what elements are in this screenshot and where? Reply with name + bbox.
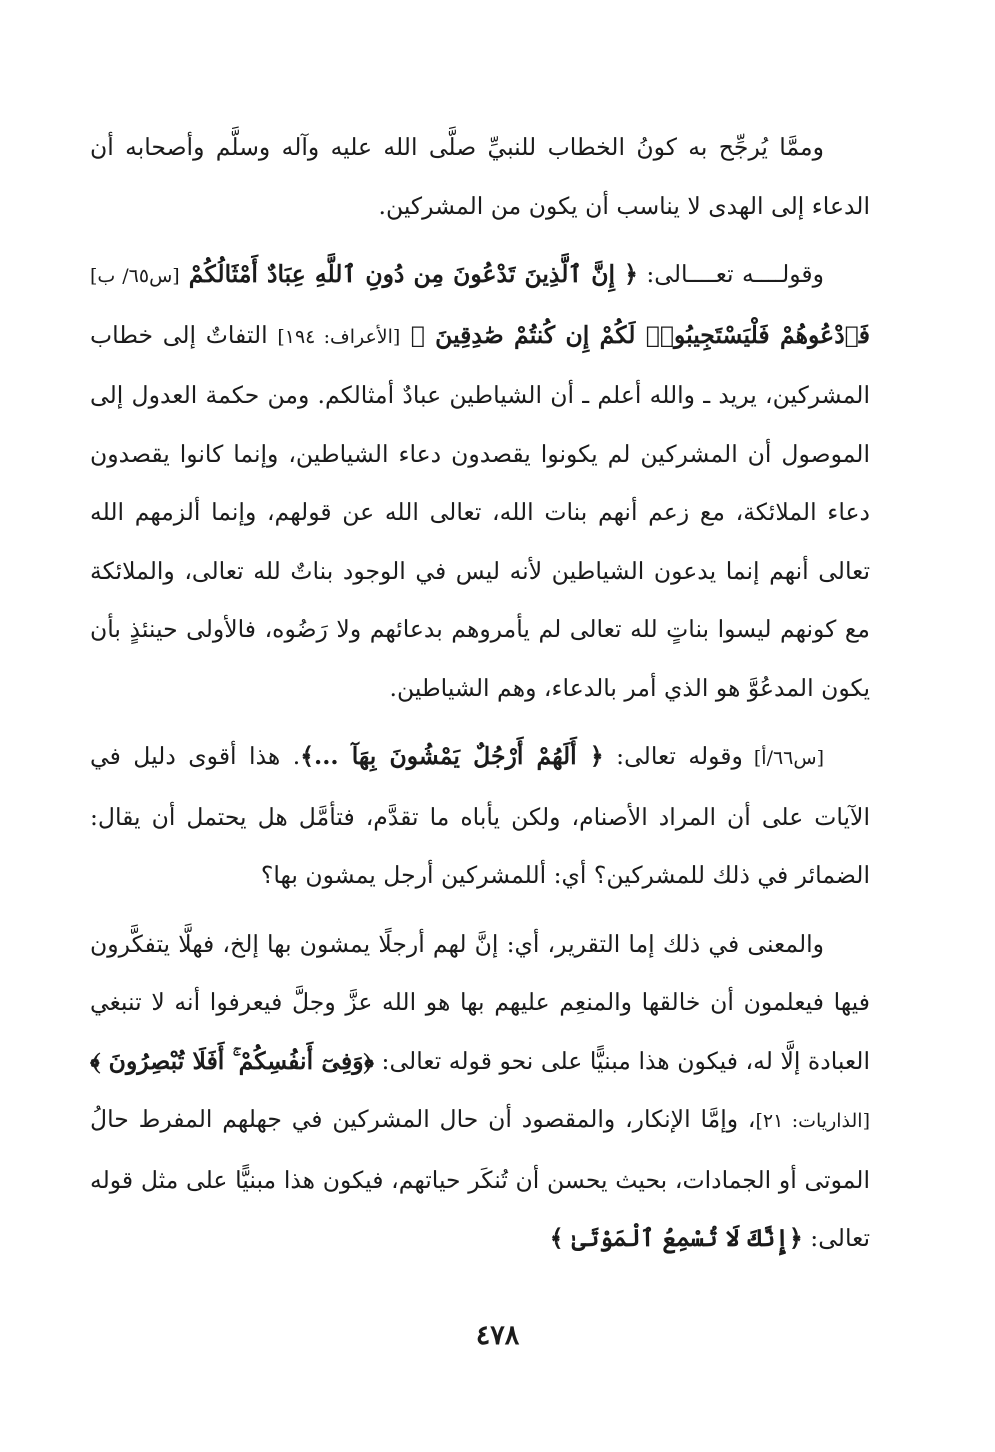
text-segment: التفاتٌ إلى خطاب المشركين، يريد ـ والله أعلم ـ أن الشياطين عبادٌ أمثالكم. ومن حكمة العدول إلى الموصول أن المشركين لم يكونوا يقصدون دعاء الشياطين، وإنما كانوا يقصدون دعاء الملائكة، مع زعم أنهم بنات الله، تعالى الله عن قولهم، وإنما ألزمهم الله تعالى أنهم إنما يدعون الشياطين لأنه ليس في الوجود بناتٌ لله تعالى، والملائكة مع كونهم ليسوا بناتٍ لله تعالى لم يأمروهم بدعائهم ولا رَضُوه، فالأولى حينئذٍ بأن يكون المدعُوَّ هو الذي أمر بالدعاء، وهم الشياطين.: [90, 320, 870, 702]
quran-verse: ﴿إِنَّكَ لَا تُسْمِعُ ٱلْمَوْتَىٰ ﴾: [549, 1224, 803, 1252]
text-segment: . هذا أقوى دليل في الآيات على أن المراد الأصنام، ولكن يأباه ما تقدَّم، فتأمَّل هل يحتمل أن يقال: الضمائر في ذلك للمشركين؟ أي: أللمشركين أرجل يمشون بها؟: [90, 742, 870, 889]
paragraph-3: [90, 727, 870, 905]
text-segment: وقولــــه تعــــالى:: [637, 260, 825, 288]
surah-citation: [الأعراف: ١٩٤]: [277, 325, 401, 348]
paragraph-4: [90, 915, 870, 1268]
surah-citation: [الذاريات: ٢١]: [755, 1110, 870, 1132]
manuscript-ref: [س٦٦/أ]: [742, 747, 824, 769]
quran-verse: ﴿وَفِىٓ أَنفُسِكُمْ ۚ أَفَلَا تُبْصِرُونَ ﴾: [90, 1046, 374, 1075]
text-segment: ، وإمَّا الإنكار، والمقصود أن حال المشركين في جهلهم المفرط حالُ الموتى أو الجمادات، بحيث يحسن أن تُنكَر حياتهم، فيكون هذا مبنيًّا على مثل قوله تعالى:: [90, 1105, 870, 1252]
manuscript-ref: [س٦٥/ ب]: [90, 265, 180, 287]
paragraph-1: [90, 118, 870, 235]
text-segment: والمعنى في ذلك إما التقرير، أي: إنَّ لهم أرجلًا يمشون بها إلخ، فهلَّا يتفكَّرون فيها فيعلمون أن خالقها والمنعِم عليهم بها هو الله عزَّ وجلَّ فيعرفوا أنه لا تنبغي العبادة إلَّا له، فيكون هذا مبنيًّا على نحو قوله تعالى:: [90, 929, 870, 1075]
page-body: [90, 118, 870, 1268]
text-segment: وقوله تعالى:: [603, 742, 743, 770]
text-segment: وممَّا يُرجِّح به كونُ الخطاب للنبيِّ صلَّى الله عليه وآله وسلَّم وأصحابه أن الدعاء إلى الهدى لا يناسب أن يكون من المشركين.: [90, 133, 870, 220]
page-number: ٤٧٨: [475, 1320, 520, 1351]
quran-verse: ﴿ أَلَهُمْ أَرْجُلٌ يَمْشُونَ بِهَآ ...﴾: [300, 742, 604, 770]
paragraph-2: [90, 245, 870, 717]
quran-verse: فَٱدْعُوهُمْ فَلْيَسْتَجِيبُوا۟ لَكُمْ إِن كُنتُمْ صَٰدِقِينَ ﴾: [400, 320, 870, 349]
quran-verse: ﴿ إِنَّ ٱلَّذِينَ تَدْعُونَ مِن دُونِ ٱللَّهِ عِبَادٌ أَمْثَالُكُمْ: [179, 260, 638, 288]
